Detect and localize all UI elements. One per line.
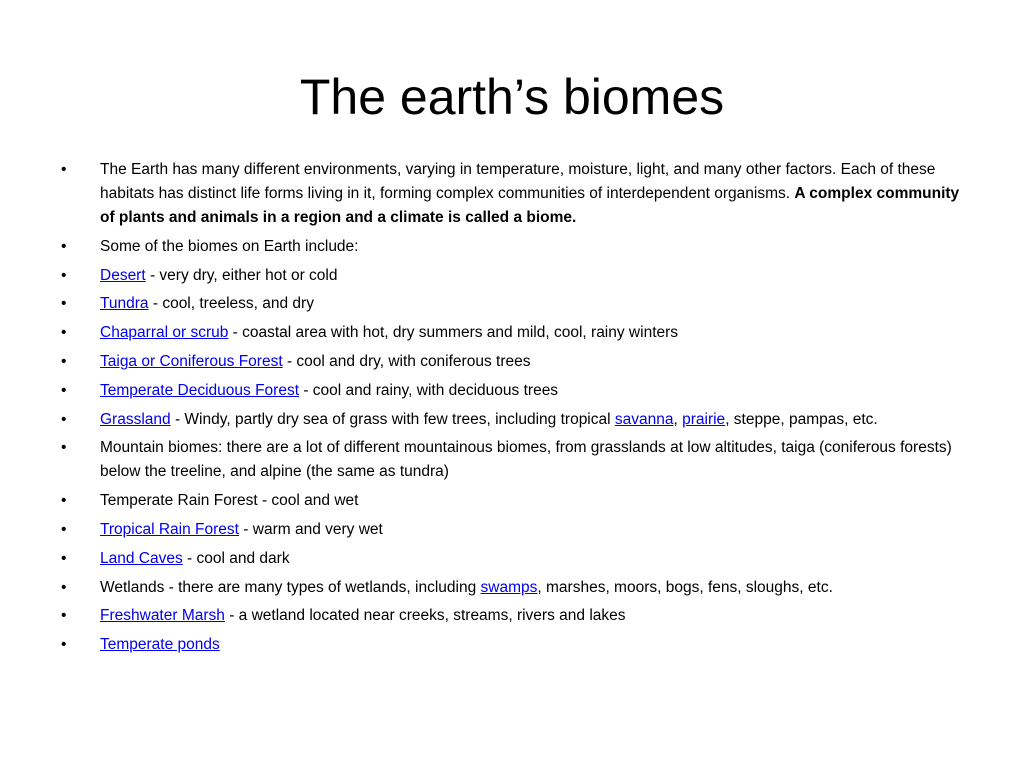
prairie-link[interactable]: prairie [682, 410, 726, 428]
freshwater-marsh-description: - a wetland located near creeks, streams, rivers and lakes [224, 607, 626, 625]
bullet-icon: • [61, 266, 67, 284]
desert-description: - very dry, either hot or cold [145, 266, 338, 284]
temperate-rain-text: Temperate Rain Forest - cool and wet [100, 492, 359, 510]
list-item-intro [58, 158, 966, 230]
bullet-icon: • [61, 161, 67, 178]
bullet-icon: • [61, 578, 67, 596]
bullet-icon: • [61, 295, 67, 313]
some-biomes-text: Some of the biomes on Earth include: [100, 237, 359, 255]
list-item-taiga [58, 350, 966, 374]
desert-link[interactable]: Desert [100, 266, 146, 284]
list-item-desert [58, 264, 966, 288]
tropical-rain-forest-link[interactable]: Tropical Rain Forest [100, 520, 239, 538]
list-item-some-biomes [58, 235, 966, 259]
separator-text: , [673, 410, 683, 428]
intro-text: The Earth has many different environments, varying in temperature, moisture, light, and many other factors. Each of these habitats has distinct life forms living in it, forming complex communities of interdependent organisms. [100, 161, 936, 202]
grassland-description-end: , steppe, pampas, etc. [725, 410, 878, 428]
mountain-text: Mountain biomes: there are a lot of different mountainous biomes, from grasslands at low altitudes, taiga (coniferous forests) below the treeline, and alpine (the same as tundra) [100, 439, 952, 481]
biome-definition: A complex community of plants and animals in a region and a climate is called a biome. [100, 185, 960, 226]
tropical-rain-description: - warm and very wet [238, 520, 383, 538]
list-item-land-caves [58, 547, 966, 571]
slide-title: The earth’s biomes [299, 69, 725, 125]
list-item-tundra [58, 292, 966, 316]
bullet-icon: • [61, 607, 67, 625]
list-item-temperate-ponds [58, 633, 966, 657]
temperate-deciduous-link[interactable]: Temperate Deciduous Forest [100, 381, 300, 399]
bullet-icon: • [61, 324, 67, 342]
bullet-icon: • [61, 237, 67, 255]
list-item-chaparral [58, 321, 966, 345]
chaparral-description: - coastal area with hot, dry summers and mild, cool, rainy winters [228, 324, 679, 342]
temperate-deciduous-description: - cool and rainy, with deciduous trees [299, 381, 559, 399]
taiga-description: - cool and dry, with coniferous trees [282, 352, 531, 370]
list-item-tropical-rain [58, 518, 966, 542]
wetlands-text-end: , marshes, moors, bogs, fens, sloughs, etc. [537, 578, 833, 596]
savanna-link[interactable]: savanna [614, 410, 674, 428]
bullet-icon: • [61, 352, 67, 370]
wetlands-text: Wetlands - there are many types of wetlands, including [100, 578, 481, 596]
bullet-icon: • [61, 410, 67, 428]
grassland-link[interactable]: Grassland [100, 410, 171, 428]
list-item-wetlands [58, 576, 966, 600]
tundra-link[interactable]: Tundra [100, 295, 149, 313]
tundra-description: - cool, treeless, and dry [148, 295, 314, 313]
land-caves-description: - cool and dark [182, 549, 290, 567]
list-item-temperate-deciduous [58, 379, 966, 403]
grassland-description: - Windy, partly dry sea of grass with few trees, including tropical [170, 410, 615, 428]
chaparral-link[interactable]: Chaparral or scrub [100, 324, 229, 342]
biome-bullet-list [58, 158, 966, 662]
list-item-freshwater-marsh [58, 604, 966, 628]
bullet-icon: • [61, 549, 67, 567]
list-item-grassland [58, 408, 966, 432]
bullet-icon: • [61, 520, 67, 538]
temperate-ponds-link[interactable]: Temperate ponds [100, 636, 220, 654]
swamps-link[interactable]: swamps [480, 578, 538, 596]
bullet-icon: • [61, 492, 67, 510]
list-item-temperate-rain [58, 489, 966, 513]
freshwater-marsh-link[interactable]: Freshwater Marsh [100, 607, 225, 625]
land-caves-link[interactable]: Land Caves [100, 549, 183, 567]
taiga-link[interactable]: Taiga or Coniferous Forest [100, 352, 283, 370]
bullet-icon: • [61, 439, 67, 457]
bullet-icon: • [61, 381, 67, 399]
bullet-icon: • [61, 636, 67, 654]
list-item-mountain [58, 436, 966, 484]
